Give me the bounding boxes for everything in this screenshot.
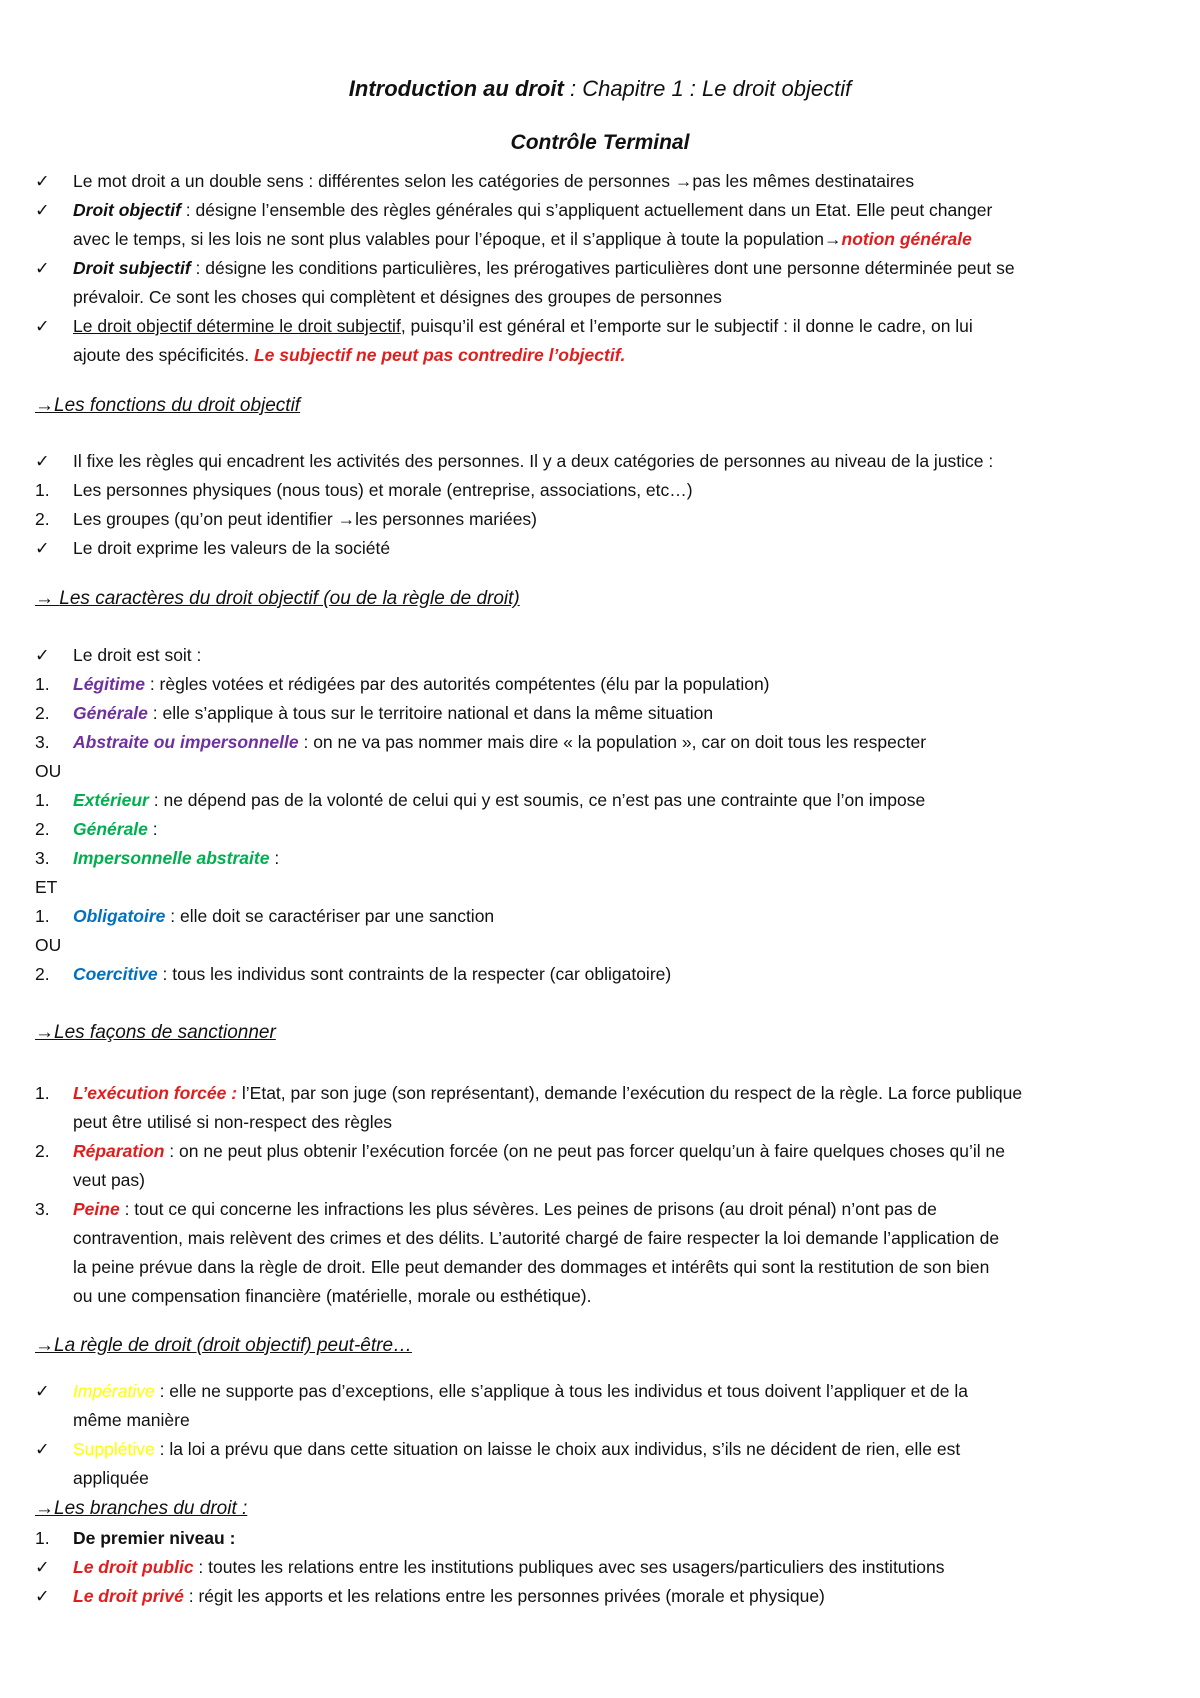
list-number: 2. <box>35 819 50 839</box>
section-heading-branches <box>35 1494 247 1524</box>
intro-item-2 <box>35 196 1183 225</box>
regle-imperative <box>35 1377 1183 1406</box>
caractere-obligatoire-text: : elle doit se caractériser par une sanction <box>165 906 495 926</box>
arrow-icon: → <box>824 229 842 249</box>
caractere-impersonnelle-text: : <box>269 848 280 868</box>
list-number: 3. <box>35 1199 50 1219</box>
intro-item-4-text: , puisqu’il est général et l’emporte sur le subjectif : il donne le cadre, on lui <box>400 316 973 336</box>
regle-imperative-text: : elle ne supporte pas d’exceptions, elle s’applique à tous les individus et tous doivent l’appliquer et de la <box>154 1381 969 1401</box>
check-icon: ✓ <box>35 1439 50 1459</box>
page-title <box>0 74 1200 104</box>
section-heading-regle <box>35 1331 412 1361</box>
term-droit-subjectif: Droit subjectif <box>73 258 191 278</box>
page-subtitle: Contrôle Terminal <box>510 131 690 154</box>
section-heading-fonctions-text: Les fonctions du droit objectif <box>54 395 301 416</box>
list-number: 2. <box>35 964 50 984</box>
term-peine: Peine <box>73 1199 120 1219</box>
term-droit-public: Le droit public <box>73 1557 194 1577</box>
underlined-statement: Le droit objectif détermine le droit subjectif <box>73 316 401 336</box>
list-number: 1. <box>35 1528 50 1548</box>
sanction-execution-text: l’Etat, par son juge (son représentant), demande l’exécution du respect de la règle. La force publique <box>237 1083 1023 1103</box>
fonctions-item-3-text: Les groupes (qu’on peut identifier <box>73 509 338 529</box>
caractere-abstraite <box>35 728 1183 757</box>
sanction-peine <box>35 1195 1183 1224</box>
intro-item-4 <box>35 312 1183 341</box>
arrow-icon: → <box>674 171 693 191</box>
caracteres-intro <box>35 641 1183 670</box>
caractere-abstraite-text: : on ne va pas nommer mais dire « la population », car on doit tous les respecter <box>298 732 927 752</box>
branches-level <box>35 1524 1183 1553</box>
check-icon: ✓ <box>35 1381 50 1401</box>
section-heading-branches-text: Les branches du droit : <box>54 1498 248 1519</box>
check-icon: ✓ <box>35 645 50 665</box>
regle-suppletive-cont: appliquée <box>73 1468 149 1488</box>
fonctions-item-2 <box>35 476 1183 505</box>
caractere-legitime <box>35 670 1183 699</box>
term-imperative: Impérative <box>73 1381 155 1401</box>
check-icon: ✓ <box>35 200 50 220</box>
check-icon: ✓ <box>35 451 50 471</box>
term-droit-objectif: Droit objectif <box>73 200 181 220</box>
arrow-icon: → <box>35 1498 54 1519</box>
term-obligatoire: Obligatoire <box>73 906 166 926</box>
fonctions-item-1-text: Il fixe les règles qui encadrent les activités des personnes. Il y a deux catégories de personnes au niveau de la justice : <box>73 451 994 471</box>
intro-item-3-text: : désigne les conditions particulières, les prérogatives particulières dont une personne déterminée peut se <box>190 258 1015 278</box>
branche-public-text: : toutes les relations entre les institutions publiques avec ses usagers/particuliers des institutions <box>193 1557 945 1577</box>
sanction-peine-text: : tout ce qui concerne les infractions les plus sévères. Les peines de prisons (au droit pénal) n’ont pas de <box>119 1199 937 1219</box>
list-number: 3. <box>35 732 50 752</box>
regle-imperative-cont: même manière <box>73 1410 190 1430</box>
intro-item-3-cont: prévaloir. Ce sont les choses qui complètent et désignes des groupes de personnes <box>73 287 722 307</box>
arrow-icon: → <box>35 588 54 609</box>
intro-item-1-text: Le mot droit a un double sens : différentes selon les catégories de personnes <box>73 171 675 191</box>
term-droit-prive: Le droit privé <box>73 1586 184 1606</box>
fonctions-item-4-text: Le droit exprime les valeurs de la société <box>73 538 391 558</box>
sanction-peine-cont-3: ou une compensation financière (matérielle, morale ou esthétique). <box>73 1286 592 1306</box>
section-heading-caracteres-text: Les caractères du droit objectif (ou de la règle de droit) <box>59 588 520 609</box>
term-legitime: Légitime <box>73 674 145 694</box>
arrow-icon: → <box>35 1022 54 1043</box>
check-icon: ✓ <box>35 258 50 278</box>
emphasis-subjectif: Le subjectif ne peut pas contredire l’objectif. <box>253 345 626 365</box>
intro-item-1-text-b: pas les mêmes destinataires <box>692 171 915 191</box>
term-reparation: Réparation <box>73 1141 165 1161</box>
sanction-execution <box>35 1079 1183 1108</box>
caractere-generale-text: : elle s’applique à tous sur le territoire national et dans la même situation <box>147 703 714 723</box>
caractere-generale-2 <box>35 815 1183 844</box>
fonctions-item-3-text-b: les personnes mariées) <box>355 509 538 529</box>
caractere-generale <box>35 699 1183 728</box>
intro-item-3 <box>35 254 1183 283</box>
caracteres-intro-text: Le droit est soit : <box>73 645 202 665</box>
title-bold: Introduction au droit <box>348 76 564 101</box>
arrow-icon: → <box>337 509 356 529</box>
intro-item-2-text-b: avec le temps, si les lois ne sont plus valables pour l’époque, et il s’applique à toute la population <box>73 229 825 249</box>
term-impersonnelle: Impersonnelle abstraite <box>73 848 270 868</box>
intro-item-4-cont <box>73 341 1183 370</box>
fonctions-item-4 <box>35 534 1183 563</box>
check-icon: ✓ <box>35 1557 50 1577</box>
caractere-coercitive-text: : tous les individus sont contraints de la respecter (car obligatoire) <box>157 964 672 984</box>
term-generale-2: Générale <box>73 819 148 839</box>
branches-level-text: De premier niveau : <box>73 1528 236 1548</box>
list-number: 1. <box>35 674 50 694</box>
intro-item-2-text: : désigne l’ensemble des règles générales qui s’appliquent actuellement dans un Etat. Elle peut changer <box>180 200 993 220</box>
term-generale: Générale <box>73 703 148 723</box>
caractere-legitime-text: : règles votées et rédigées par des autorités compétentes (élu par la population) <box>144 674 770 694</box>
regle-suppletive <box>35 1435 1183 1464</box>
caractere-exterieur-text: : ne dépend pas de la volonté de celui qui y est soumis, ce n’est pas une contrainte que l’on impose <box>148 790 926 810</box>
check-icon: ✓ <box>35 538 50 558</box>
list-number: 2. <box>35 1141 50 1161</box>
separator-et: ET <box>35 877 58 897</box>
arrow-icon: → <box>35 1335 54 1356</box>
emphasis-notion-generale: notion générale <box>841 229 972 249</box>
intro-item-4-text-b: ajoute des spécificités. <box>73 345 254 365</box>
term-coercitive: Coercitive <box>73 964 158 984</box>
title-rest: : Chapitre 1 : Le droit objectif <box>563 76 852 101</box>
section-heading-sanctions <box>35 1018 276 1048</box>
term-execution-forcee: L’exécution forcée : <box>73 1083 238 1103</box>
caractere-generale-2-text: : <box>147 819 158 839</box>
fonctions-item-3 <box>35 505 1183 534</box>
term-exterieur: Extérieur <box>73 790 149 810</box>
list-number: 1. <box>35 480 50 500</box>
sanction-peine-cont-1: contravention, mais relèvent des crimes et des délits. L’autorité chargé de faire respecter la loi demande l’application de <box>73 1228 1000 1248</box>
section-heading-caracteres <box>35 584 520 614</box>
check-icon: ✓ <box>35 1586 50 1606</box>
branche-public <box>35 1553 1183 1582</box>
branche-prive-text: : régit les apports et les relations entre les personnes privées (morale et physique) <box>183 1586 825 1606</box>
intro-item-2-cont <box>73 225 1183 254</box>
sanction-peine-cont-2: la peine prévue dans la règle de droit. Elle peut demander des dommages et intérêts qui sont la restitution de son bien <box>73 1257 990 1277</box>
sanction-execution-cont: peut être utilisé si non-respect des règles <box>73 1112 393 1132</box>
intro-item-1 <box>35 167 1183 196</box>
list-number: 2. <box>35 703 50 723</box>
separator-ou-2: OU <box>35 935 62 955</box>
term-suppletive: Supplétive <box>73 1439 155 1459</box>
check-icon: ✓ <box>35 171 50 191</box>
separator-ou: OU <box>35 761 62 781</box>
fonctions-item-2-text: Les personnes physiques (nous tous) et morale (entreprise, associations, etc…) <box>73 480 693 500</box>
list-number: 1. <box>35 1083 50 1103</box>
term-abstraite: Abstraite ou impersonnelle <box>73 732 299 752</box>
caractere-coercitive <box>35 960 1183 989</box>
list-number: 1. <box>35 790 50 810</box>
list-number: 1. <box>35 906 50 926</box>
branche-prive <box>35 1582 1183 1611</box>
regle-suppletive-text: : la loi a prévu que dans cette situation on laisse le choix aux individus, s’ils ne décident de rien, elle est <box>154 1439 961 1459</box>
arrow-icon: → <box>35 395 54 416</box>
caractere-obligatoire <box>35 902 1183 931</box>
caractere-exterieur <box>35 786 1183 815</box>
sanction-reparation-cont: veut pas) <box>73 1170 145 1190</box>
check-icon: ✓ <box>35 316 50 336</box>
list-number: 2. <box>35 509 50 529</box>
sanction-reparation <box>35 1137 1183 1166</box>
section-heading-fonctions <box>35 391 300 421</box>
section-heading-sanctions-text: Les façons de sanctionner <box>54 1022 276 1043</box>
section-heading-regle-text: La règle de droit (droit objectif) peut-être… <box>54 1335 413 1356</box>
sanction-reparation-text: : on ne peut plus obtenir l’exécution forcée (on ne peut pas forcer quelqu’un à faire quelques choses qu’il ne <box>164 1141 1005 1161</box>
caractere-impersonnelle <box>35 844 1183 873</box>
list-number: 3. <box>35 848 50 868</box>
fonctions-item-1 <box>35 447 1183 476</box>
